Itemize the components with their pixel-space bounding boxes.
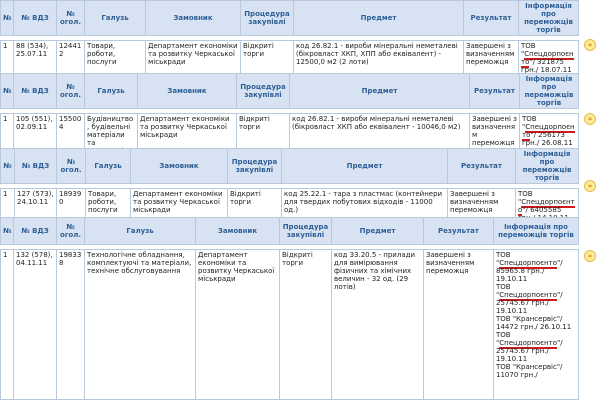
header-procedura: Процедура закупівлі — [280, 218, 332, 245]
cell-zamovnyk: Департамент економіки та розвитку Черкаської міськради — [146, 41, 241, 76]
header-galuz: Галузь — [85, 1, 146, 36]
winner-entry: ТОВ "Спецдорпоєнто"/ 25745.67 грн./ 19.10.11 — [496, 331, 563, 363]
header-vdz: № ВДЗ — [14, 1, 57, 36]
cell-vdz: 88 (534), 25.07.11 — [14, 41, 57, 76]
cell-predmet: код 25.22.1 - тара з пластмас (контейнери для твердих побутових відходів - 11000 од.) — [282, 189, 448, 229]
table-row — [1, 41, 579, 76]
header-predmet: Предмет — [282, 149, 448, 184]
winner-link[interactable]: Спецдорпоєнто — [499, 291, 557, 299]
table-header-row — [1, 74, 579, 109]
header-num: № — [1, 1, 14, 36]
header-num: № — [1, 218, 14, 245]
cell-rezultat: Завершені з визначенням переможця — [424, 250, 494, 400]
winner-link[interactable]: Спецдорпоєнто — [499, 339, 557, 347]
cell-galuz: Технологічне обладнання, комплектуючі та матеріали, технічне обслуговування — [85, 250, 196, 400]
header-rezultat: Результат — [424, 218, 494, 245]
cell-vdz: 132 (578), 04.11.11 — [14, 250, 57, 400]
cell-num: 1 — [1, 250, 14, 400]
cell-ogol: 124412 — [57, 41, 85, 76]
cell-vdz: 127 (573), 24.10.11 — [15, 189, 57, 229]
cell-ogol: 198338 — [57, 250, 85, 400]
winner-entry: ТОВ "Спецдорпоєнто"/ 321875 грн./ 18.07.11 — [521, 42, 574, 74]
header-ogol: № огол. — [57, 218, 85, 245]
header-winners: Інформація про переможців торгів — [494, 218, 579, 245]
cell-predmet: код 33.20.5 - прилади для вимірювання фізичних та хімічних величин - 32 од. (29 лотів) — [332, 250, 424, 400]
winner-entry: ТОВ "Спецдорпоєнто"/ 6405585 — [518, 190, 575, 214]
header-galuz: Галузь — [85, 74, 138, 109]
arrow-icon[interactable]: » — [584, 39, 596, 51]
header-procedura: Процедура закупівлі — [228, 149, 282, 184]
header-ogol: № огол. — [57, 1, 85, 36]
arrow-icon[interactable]: » — [584, 250, 596, 262]
cell-num: 1 — [1, 189, 15, 229]
header-zamovnyk: Замовник — [131, 149, 228, 184]
winner-link[interactable]: Спецдорпоєнто — [518, 198, 575, 214]
header-predmet: Предмет — [332, 218, 424, 245]
arrow-icon[interactable]: » — [584, 180, 596, 192]
cell-ogol: 155004 — [57, 114, 85, 157]
table-header-row — [1, 149, 579, 184]
header-winners: Інформація про переможців торгів — [516, 149, 579, 184]
table-header-row — [1, 218, 579, 245]
table-header-row — [1, 1, 579, 36]
header-vdz: № ВДЗ — [15, 149, 57, 184]
header-galuz: Галузь — [86, 149, 131, 184]
cell-procedura: Відкриті торги — [241, 41, 294, 76]
winner-entry: ТОВ "Спецдорпоєнто"/ 85965.8 грн./ 19.10.11 — [496, 251, 563, 283]
header-zamovnyk: Замовник — [196, 218, 280, 245]
cell-winners — [494, 250, 579, 400]
header-num: № — [1, 74, 14, 109]
header-predmet: Предмет — [294, 1, 464, 36]
cell-zamovnyk: Департамент економіки та розвитку Черкаської міськради — [138, 114, 237, 157]
arrow-icon[interactable]: » — [584, 113, 596, 125]
header-rezultat: Результат — [448, 149, 516, 184]
tender-table-2 — [0, 73, 579, 157]
winner-entry: ТОВ "Спецдорпоєнто"/ 256173 грн./ 26.08.11 — [522, 115, 575, 147]
header-procedura: Процедура закупівлі — [237, 74, 290, 109]
cell-procedura: Відкриті торги — [280, 250, 332, 400]
winner-link[interactable]: Спецдорпоєнто — [499, 259, 557, 267]
header-winners: Інформація про переможців торгів — [519, 1, 579, 36]
header-num: № — [1, 149, 15, 184]
winner-entry: ТОВ "Крансервіс"/ 11070 грн./ — [496, 363, 563, 379]
cell-rezultat: Завершені з визначенням переможця — [464, 41, 519, 76]
cell-num: 1 — [1, 114, 14, 157]
winner-link[interactable]: Спецдорпоєнто — [521, 50, 574, 66]
cell-predmet: код 26.82.1 - вироби мінеральні неметалеві (бікровласт ХКП або еквівалент - 10046,0 м2) — [290, 114, 470, 157]
header-ogol: № огол. — [57, 74, 85, 109]
cell-procedura: Відкриті торги — [228, 189, 282, 229]
header-procedura: Процедура закупівлі — [241, 1, 294, 36]
header-ogol: № огол. — [57, 149, 86, 184]
cell-ogol: 189390 — [57, 189, 86, 229]
header-zamovnyk: Замовник — [146, 1, 241, 36]
cell-galuz: Товари, роботи, послуги — [85, 41, 146, 76]
header-rezultat: Результат — [464, 1, 519, 36]
cell-num: 1 — [1, 41, 14, 76]
cell-procedura: Відкриті торги — [237, 114, 290, 157]
cell-galuz: Товари, роботи, послуги — [86, 189, 131, 229]
cell-vdz: 105 (551), 02.09.11 — [14, 114, 57, 157]
tender-table-4 — [0, 217, 579, 400]
header-predmet: Предмет — [290, 74, 470, 109]
cell-zamovnyk: Департамент економіки та розвитку Черкаської міськради — [131, 189, 228, 229]
winner-entry: ТОВ "Крансервіс"/ 14472 грн./ 26.10.11 — [496, 315, 572, 331]
header-vdz: № ВДЗ — [14, 74, 57, 109]
winner-entry: ТОВ "Спецдорпоєнто"/ 25745.67 грн./ 19.10.11 — [496, 283, 563, 315]
winner-link[interactable]: Спецдорпоєнто — [522, 123, 575, 139]
cell-rezultat: Завершені з визначенням переможця — [448, 189, 516, 229]
cell-galuz: Будівництво, будівельні матеріали та — [85, 114, 138, 157]
header-winners: Інформація про переможців торгів — [520, 74, 579, 109]
cell-rezultat: Завершені з визначенням переможця — [470, 114, 520, 157]
cell-predmet: код 26.82.1 - вироби мінеральні неметалеві (бікровласт ХКП, ХПП або еквівалент) - 12500,0 м2 (2 лоти) — [294, 41, 464, 76]
header-rezultat: Результат — [470, 74, 520, 109]
cell-winners — [519, 41, 579, 76]
cell-zamovnyk: Департамент економіки та розвитку Черкаської міськради — [196, 250, 280, 400]
header-vdz: № ВДЗ — [14, 218, 57, 245]
tender-table-1 — [0, 0, 579, 76]
table-row — [1, 250, 579, 400]
header-zamovnyk: Замовник — [138, 74, 237, 109]
header-galuz: Галузь — [85, 218, 196, 245]
